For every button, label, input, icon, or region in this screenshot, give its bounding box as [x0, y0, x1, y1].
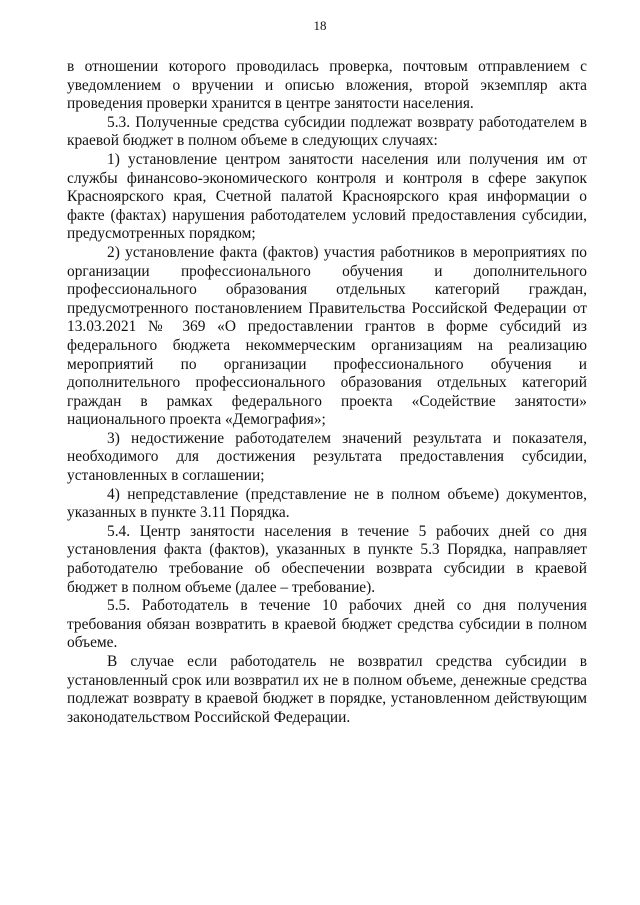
page-number: 18 — [313, 18, 327, 33]
paragraph-refund-note: В случае если работодатель не возвратил средства субсидии в установленный срок или возвратил их не в полном объеме, денежные средства подлежат возврату в краевой бюджет в порядке, установленном действующим законодательством Российской Федерации. — [67, 653, 587, 726]
paragraph-5-4: 5.4. Центр занятости населения в течение 5 рабочих дней со дня установления факта (фактов), указанных в пункте 5.3 Порядка, направляет работодателю требование об обеспечении возврата субсидии в краевой бюджет в полном объеме (далее – требование). — [67, 522, 587, 596]
list-item-1: 1) установление центром занятости населения или получения им от службы финансово-экономического контроля и контроля в сфере закупок Красноярского края, Счетной палатой Красноярского края информации о факте (фактах) нарушения работодателем условий предоставления субсидии, предусмотренных порядком; — [67, 150, 587, 243]
list-item-3: 3) недостижение работодателем значений результата и показателя, необходимого для достижения результата предоставления субсидии, установленных в соглашении; — [67, 429, 587, 485]
paragraph-continuation: в отношении которого проводилась проверка, почтовым отправлением с уведомлением о вручении и описью вложения, второй экземпляр акта проведения проверки хранится в центре занятости населения. — [67, 58, 587, 113]
paragraph-5-3: 5.3. Полученные средства субсидии подлежат возврату работодателем в краевой бюджет в полном объеме в следующих случаях: — [67, 113, 587, 150]
document-body — [67, 58, 587, 727]
paragraph-5-5: 5.5. Работодатель в течение 10 рабочих дней со дня получения требования обязан возвратить в краевой бюджет средства субсидии в полном объеме. — [67, 597, 587, 652]
list-item-2: 2) установление факта (фактов) участия работников в мероприятиях по организации профессионального обучения и дополнительного профессионального образования отдельных категорий граждан, предусмотренного постановлением Правительства Российской Федерации от 13.03.2021 № 369 «О предоставлении грантов в форме субсидий из федерального бюджета некоммерческим организациям на реализацию мероприятий по организации профессионального обучения и дополнительного профессионального образования отдельных категорий граждан в рамках федерального проекта «Содействие занятости» национального проекта «Демография»; — [67, 243, 587, 429]
list-item-4: 4) непредставление (представление не в полном объеме) документов, указанных в пункте 3.11 Порядка. — [67, 485, 587, 522]
